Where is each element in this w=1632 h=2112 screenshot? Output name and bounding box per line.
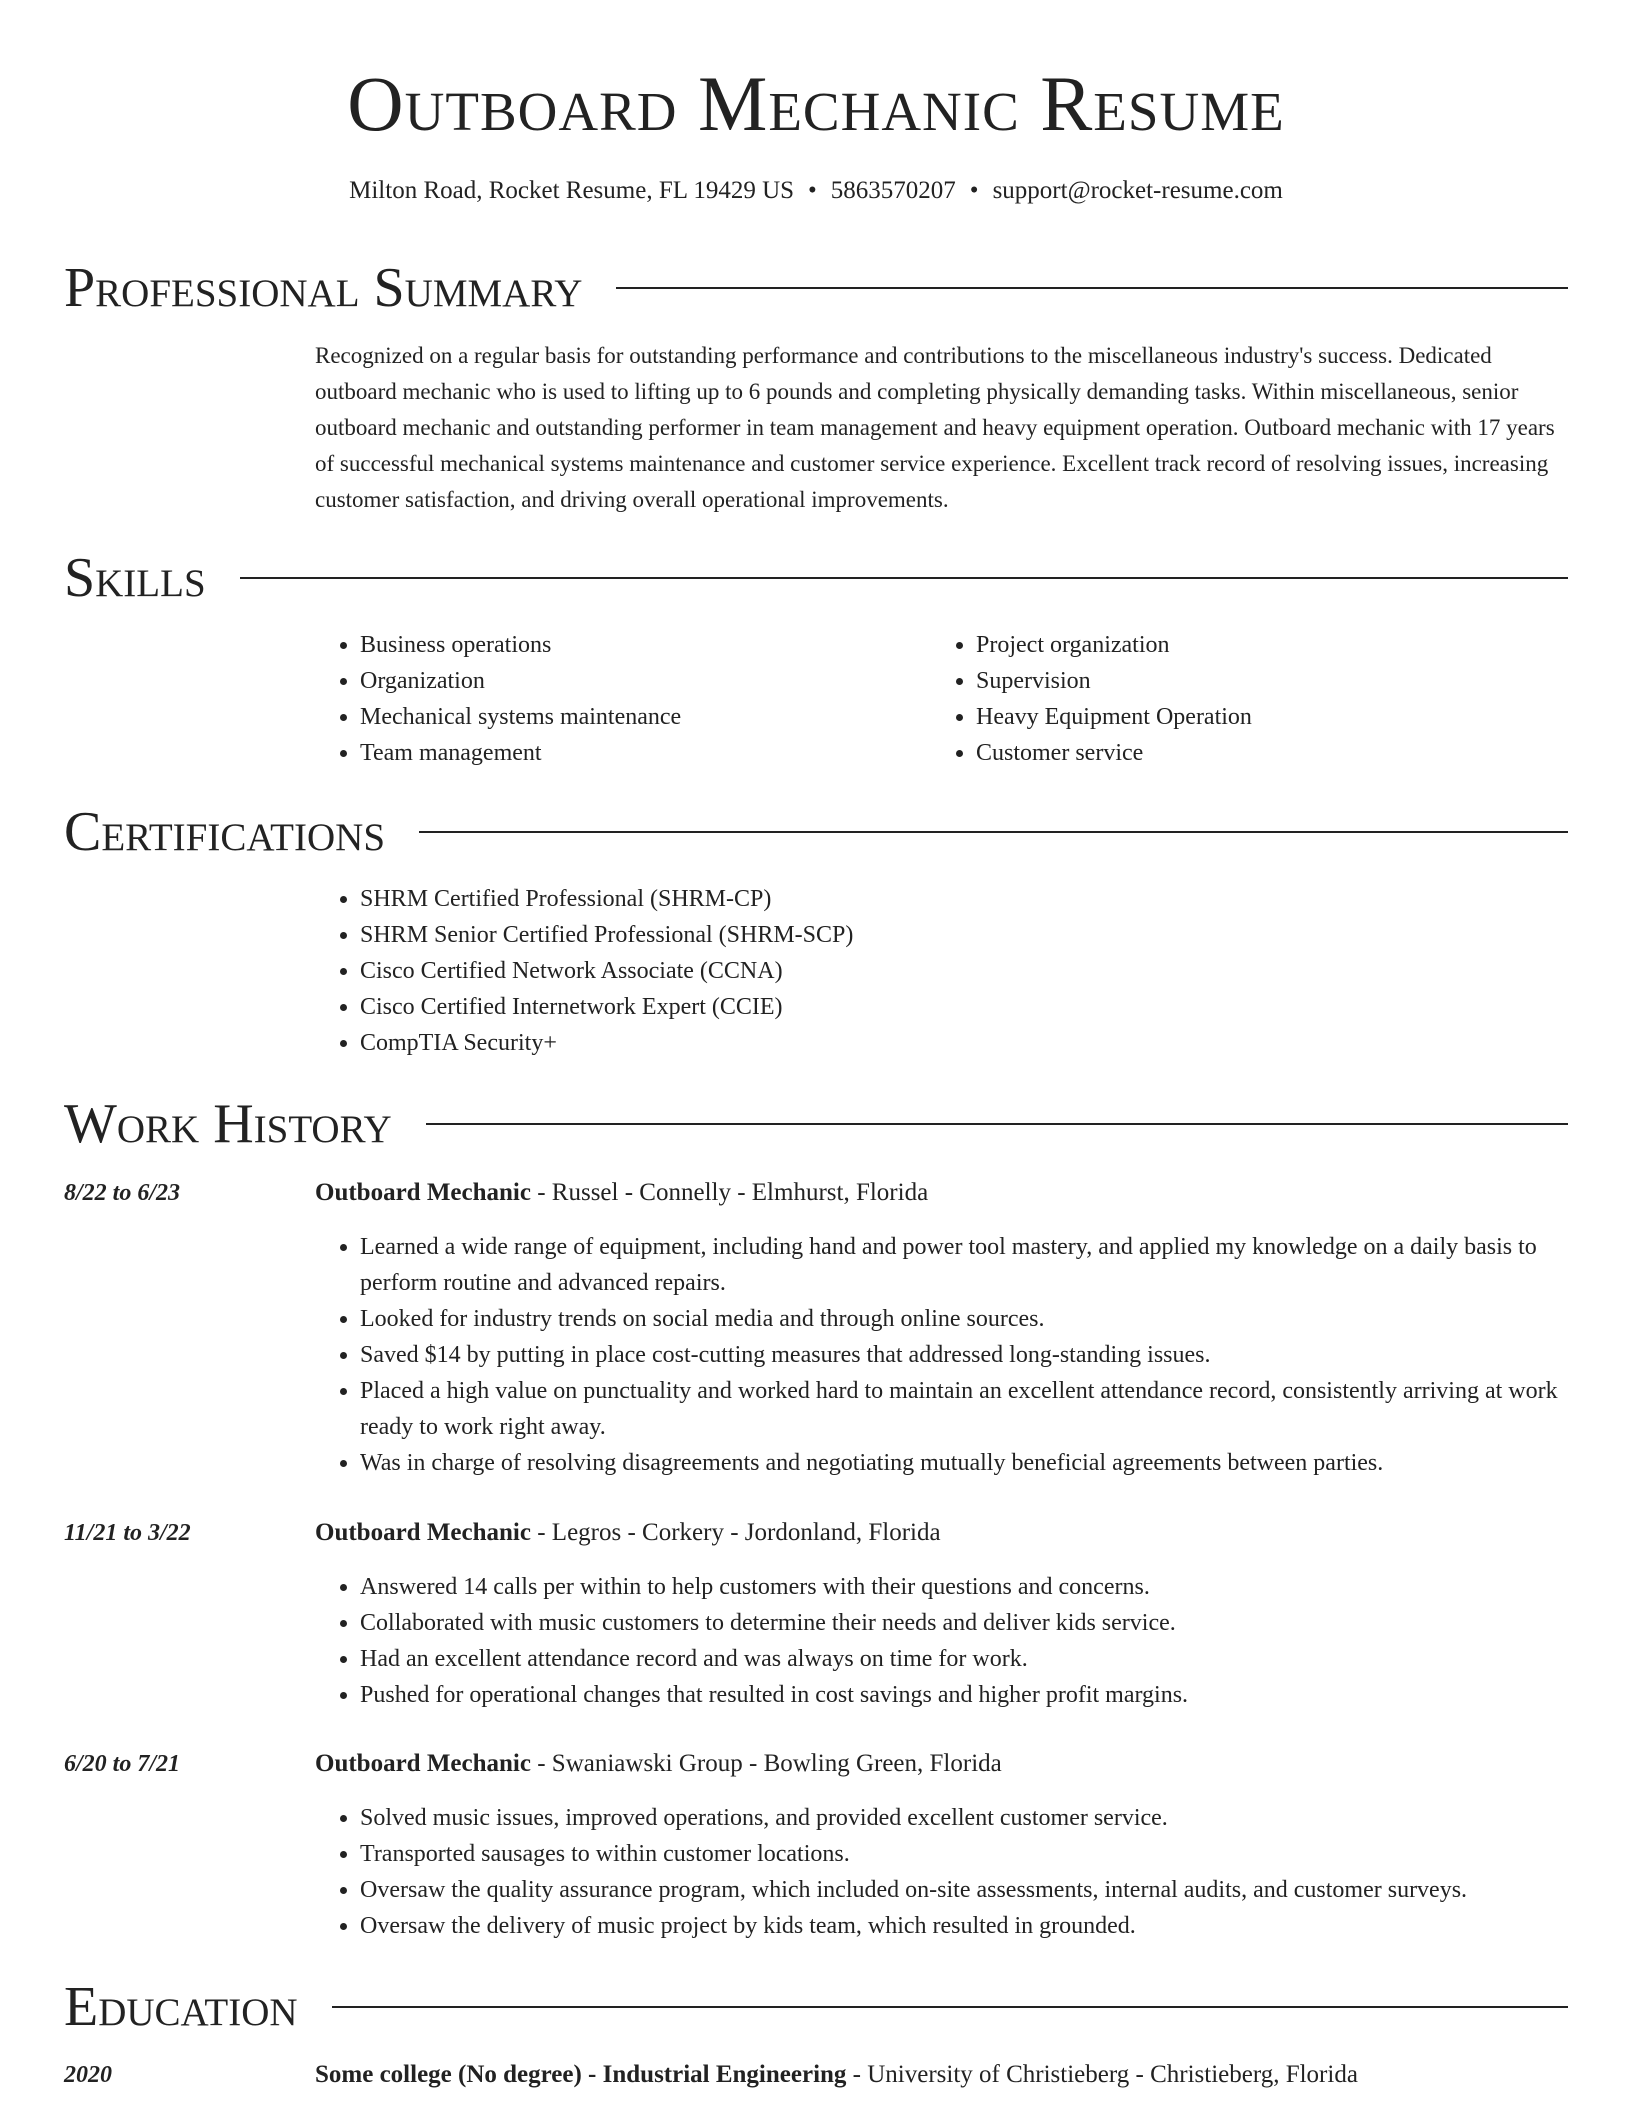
- certifications-section-header: [64, 801, 1568, 863]
- education-heading: [315, 2057, 1358, 2093]
- job-bullet-list: [315, 1569, 1568, 1713]
- resume-title: Outboard Mechanic Resume: [347, 60, 1285, 147]
- education-degree: Some college (No degree) - Industrial Engineering: [315, 2061, 847, 2088]
- job-bullet: • Pushed for operational changes that resulted in cost savings and higher profit margins.: [360, 1677, 1568, 1713]
- skill-item: • Business operations: [360, 627, 915, 663]
- summary-text: Recognized on a regular basis for outstanding performance and contributions to the miscellaneous industry's success. Dedicated outboard mechanic who is used to lifting up to 6 pounds and completing physically demanding tasks. Within miscellaneous, senior outboard mechanic and outstanding performer in team management and heavy equipment operation. Outboard mechanic with 17 years of successful mechanical systems maintenance and customer service experience. Excellent track record of resolving issues, increasing customer satisfaction, and driving overall operational improvements.: [315, 343, 1555, 512]
- skills-list-left: [315, 627, 915, 771]
- skills-left-column: [315, 627, 915, 771]
- job-bullet-list: [315, 1800, 1568, 1944]
- certifications-list: [315, 881, 1515, 1061]
- job-heading: [315, 1746, 1002, 1782]
- job-employer: - Swaniawski Group - Bowling Green, Florida: [530, 1750, 1002, 1777]
- section-divider: [426, 1123, 1568, 1125]
- section-divider: [616, 287, 1568, 289]
- job-role: Outboard Mechanic: [315, 1519, 531, 1546]
- job-dates: 11/21 to 3/22: [64, 1520, 191, 1546]
- job-employer: - Legros - Corkery - Jordonland, Florida: [530, 1519, 941, 1546]
- section-divider: [419, 831, 1568, 833]
- skill-item: • Mechanical systems maintenance: [360, 699, 915, 735]
- job-bullet: • Oversaw the delivery of music project by kids team, which resulted in grounded.: [360, 1908, 1568, 1944]
- skill-item: • Team management: [360, 735, 915, 771]
- job-bullet: • Solved music issues, improved operations, and provided excellent customer service.: [360, 1800, 1568, 1836]
- job-bullet-list: [315, 1229, 1568, 1481]
- job-bullet: • Oversaw the quality assurance program, which included on-site assessments, internal audits, and customer surveys.: [360, 1872, 1568, 1908]
- job-bullet: • Looked for industry trends on social media and through online sources.: [360, 1301, 1568, 1337]
- certification-item: • Cisco Certified Internetwork Expert (CCIE): [360, 989, 1515, 1025]
- skill-item: • Project organization: [976, 627, 1531, 663]
- certification-item: • CompTIA Security+: [360, 1025, 1515, 1061]
- job-bullet: • Saved $14 by putting in place cost-cutting measures that addressed long-standing issues.: [360, 1337, 1568, 1373]
- job-dates: 6/20 to 7/21: [64, 1751, 181, 1777]
- certification-item: • SHRM Senior Certified Professional (SHRM-SCP): [360, 917, 1515, 953]
- work-section-title: Work History: [64, 1093, 392, 1155]
- summary-section-header: [64, 257, 1568, 319]
- contact-address: Milton Road, Rocket Resume, FL 19429 US: [349, 177, 795, 204]
- skill-item: • Customer service: [976, 735, 1531, 771]
- job-role: Outboard Mechanic: [315, 1750, 531, 1777]
- skills-list-right: [931, 627, 1531, 771]
- job-bullet: • Transported sausages to within customer locations.: [360, 1836, 1568, 1872]
- contact-email: support@rocket-resume.com: [992, 177, 1283, 204]
- job-bullet: • Was in charge of resolving disagreements and negotiating mutually beneficial agreements between parties.: [360, 1445, 1568, 1481]
- skill-item: • Organization: [360, 663, 915, 699]
- job-dates: 8/22 to 6/23: [64, 1180, 181, 1206]
- education-year: 2020: [64, 2062, 112, 2088]
- education-section-header: [64, 1976, 1568, 2038]
- certifications-section-title: Certifications: [64, 801, 386, 863]
- job-bullet: • Placed a high value on punctuality and worked hard to maintain an excellent attendance record, consistently arriving at work ready to work right away.: [360, 1373, 1568, 1445]
- job-details: [315, 1800, 1568, 1944]
- contact-separator: •: [808, 177, 817, 204]
- skills-right-column: [931, 627, 1531, 771]
- certification-item: • Cisco Certified Network Associate (CCNA): [360, 953, 1515, 989]
- skill-item: • Supervision: [976, 663, 1531, 699]
- skill-item: • Heavy Equipment Operation: [976, 699, 1531, 735]
- contact-line: [0, 174, 1632, 208]
- job-bullet: • Learned a wide range of equipment, including hand and power tool mastery, and applied my knowledge on a daily basis to perform routine and advanced repairs.: [360, 1229, 1568, 1301]
- work-section-header: [64, 1093, 1568, 1155]
- contact-separator: •: [969, 177, 979, 204]
- section-divider: [332, 2006, 1568, 2008]
- job-details: [315, 1229, 1568, 1481]
- certifications-block: [315, 881, 1515, 1061]
- job-bullet: • Collaborated with music customers to determine their needs and deliver kids service.: [360, 1605, 1568, 1641]
- job-bullet: • Had an excellent attendance record and was always on time for work.: [360, 1641, 1568, 1677]
- job-details: [315, 1569, 1568, 1713]
- education-school: - University of Christieberg - Christieberg, Florida: [846, 2061, 1358, 2088]
- skills-section-title: Skills: [64, 547, 206, 609]
- job-heading: [315, 1515, 941, 1551]
- education-section-title: Education: [64, 1976, 298, 2038]
- job-employer: - Russel - Connelly - Elmhurst, Florida: [530, 1179, 929, 1206]
- job-heading: [315, 1175, 928, 1211]
- summary-section-title: Professional Summary: [64, 257, 583, 319]
- section-divider: [240, 577, 1568, 579]
- job-bullet: • Answered 14 calls per within to help customers with their questions and concerns.: [360, 1569, 1568, 1605]
- contact-phone: 5863570207: [830, 177, 956, 204]
- certification-item: • SHRM Certified Professional (SHRM-CP): [360, 881, 1515, 917]
- skills-section-header: [64, 547, 1568, 609]
- job-role: Outboard Mechanic: [315, 1179, 531, 1206]
